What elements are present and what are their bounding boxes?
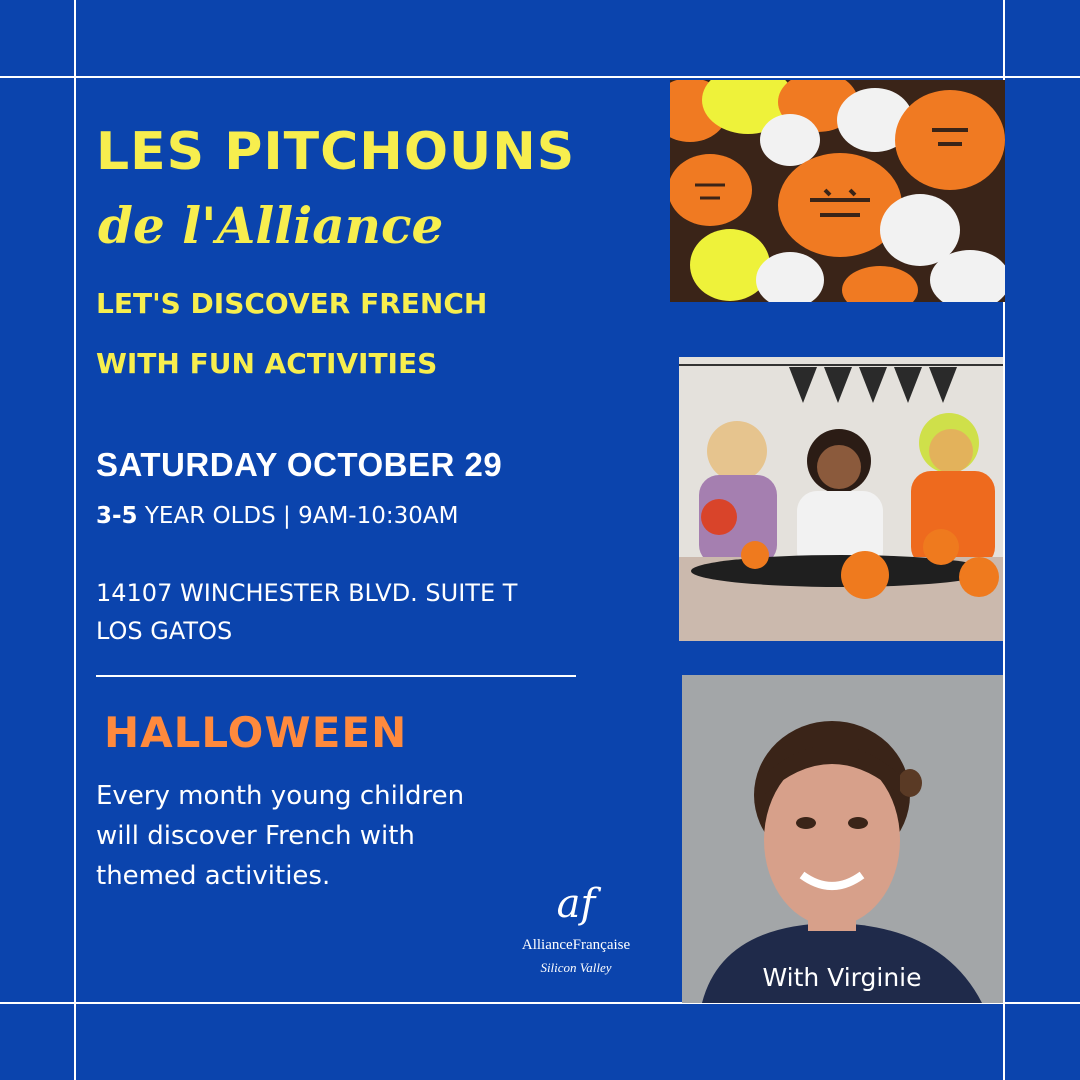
theme-title: HALLOWEEN xyxy=(104,708,408,757)
description-line-1: Every month young children xyxy=(96,781,465,811)
age-time-text: YEAR OLDS | 9AM-10:30AM xyxy=(137,503,459,529)
frame-line-top xyxy=(0,76,1080,78)
halloween-cookies-image xyxy=(670,80,1005,302)
address-line-1: 14107 WINCHESTER BLVD. SUITE T xyxy=(96,579,518,607)
address-line-2: LOS GATOS xyxy=(96,617,233,645)
logo-name: AllianceFrançaise xyxy=(521,937,631,953)
subtitle-line-2: WITH FUN ACTIVITIES xyxy=(96,347,438,380)
section-divider xyxy=(96,675,576,677)
subtitle-line-1: LET'S DISCOVER FRENCH xyxy=(96,287,488,320)
event-ages-time xyxy=(96,500,458,532)
logo-mark: af xyxy=(556,881,596,927)
logo-subtitle: Silicon Valley xyxy=(540,960,612,975)
alliance-francaise-logo xyxy=(502,882,650,992)
page-title: LES PITCHOUNS xyxy=(96,122,576,182)
teacher-caption: With Virginie xyxy=(762,963,922,992)
description-line-3: themed activities. xyxy=(96,861,331,891)
frame-line-left xyxy=(74,0,76,1080)
event-date: SATURDAY OCTOBER 29 xyxy=(96,446,503,483)
age-range: 3-5 xyxy=(96,503,138,529)
children-costumes-image xyxy=(679,357,1003,641)
teacher-portrait-image xyxy=(682,675,1003,1003)
page-title-script: de l'Alliance xyxy=(98,196,444,255)
description-line-2: will discover French with xyxy=(96,821,415,851)
